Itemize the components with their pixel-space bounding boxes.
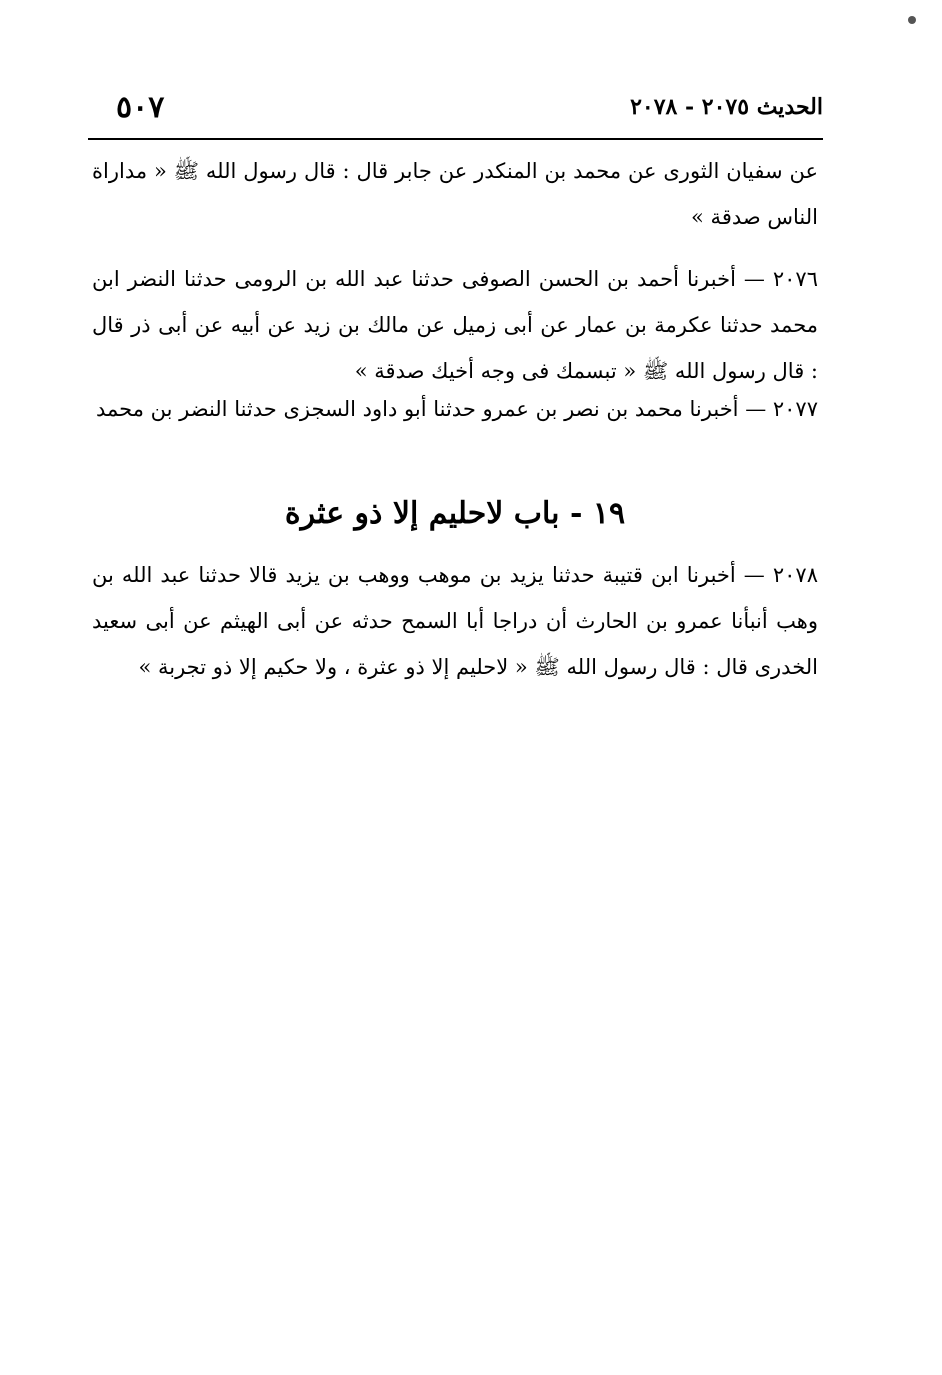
hadith-2076: ٢٠٧٦ — أخبرنا أحمد بن الحسن الصوفى حدثنا عبد الله بن الرومى حدثنا النضر ابن محمد حدثنا عكرمة بن عمار عن أبى زميل عن مالك بن زيد عن أبيه عن أبى ذر قال : قال رسول الله ﷺ « تبسمك فى وجه أخيك صدقة » [92, 267, 818, 383]
hadith-2078: ٢٠٧٨ — أخبرنا ابن قتيبة حدثنا يزيد بن موهب ووهب بن يزيد قالا حدثنا عبد الله بن وهب أنبأنا عمرو بن الحارث أن دراجا أبا السمح حدثه عن أبى الهيثم عن أبى سعيد الخدرى قال : قال رسول الله ﷺ « لاحليم إلا ذو عثرة ، ولا حكيم إلا ذو تجربة » [92, 563, 818, 679]
page-speck [908, 16, 916, 24]
hadith-2077: ٢٠٧٧ — أخبرنا محمد بن نصر بن عمرو حدثنا أبو داود السجزى حدثنا النضر بن محمد [96, 397, 818, 421]
header-rule [88, 138, 823, 140]
header-title: الحديث ٢٠٧٥ - ٢٠٧٨ [630, 94, 823, 120]
running-header [88, 84, 823, 134]
page-number: ٥٠٧ [116, 90, 165, 125]
hadith-2075-continuation: عن سفيان الثورى عن محمد بن المنكدر عن جابر قال : قال رسول الله ﷺ « مداراة الناس صدقة » [92, 159, 818, 229]
chapter-heading: ١٩ - باب لاحليم إلا ذو عثرة [284, 496, 626, 531]
